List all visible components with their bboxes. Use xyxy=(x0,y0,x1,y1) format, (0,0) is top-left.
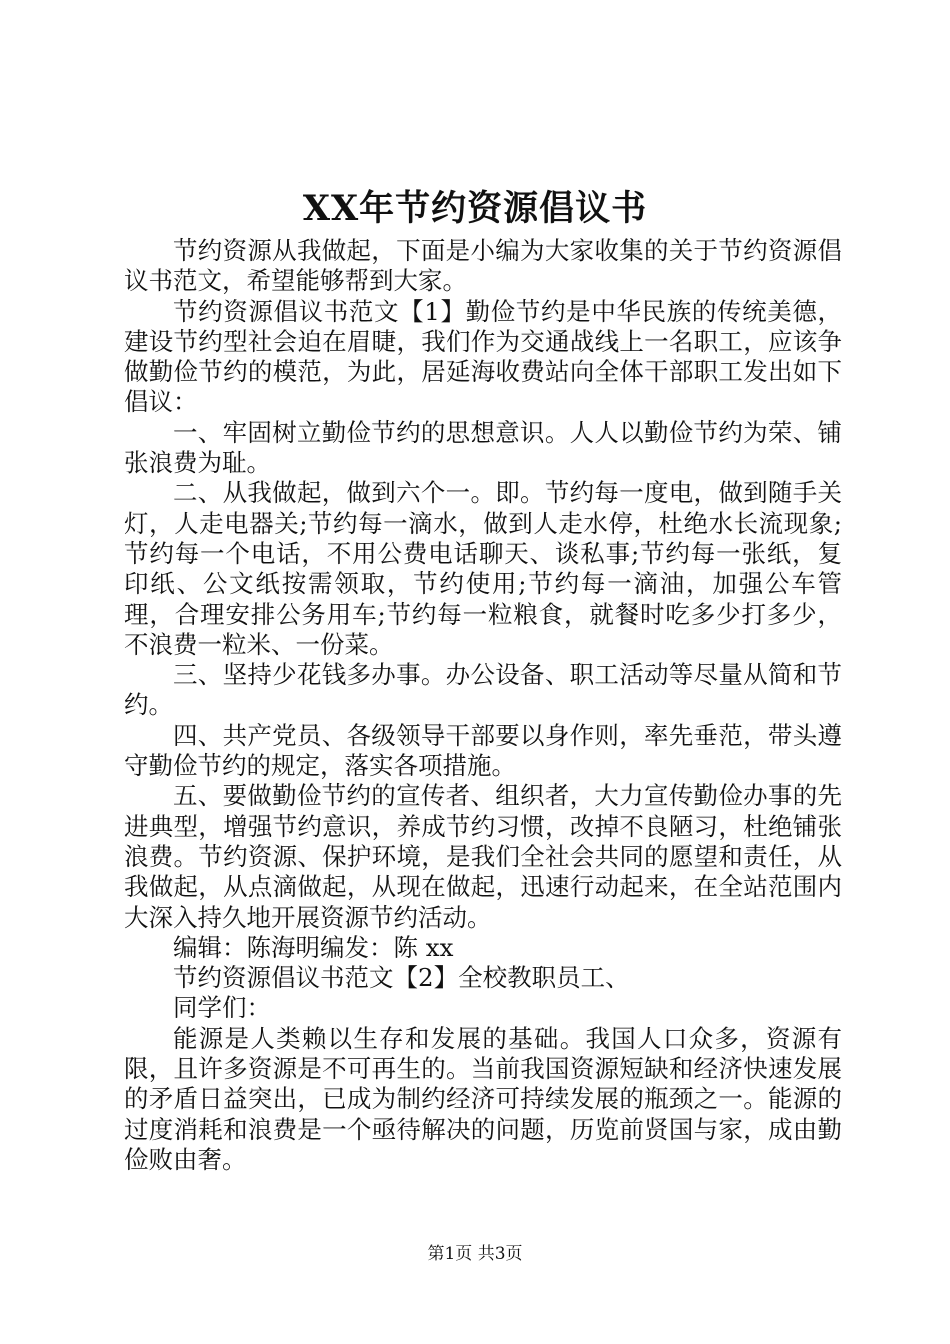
page-footer: 第1页 共3页 xyxy=(427,1244,523,1264)
paragraph-proposal-1: 一、牢固树立勤俭节约的思想意识。人人以勤俭节约为荣、铺张浪费为耻。 xyxy=(124,417,842,478)
paragraph-proposal-4: 四、共产党员、各级领导干部要以身作则，率先垂范，带头遵守勤俭节约的规定，落实各项措施。 xyxy=(124,720,842,781)
paragraph-intro: 节约资源从我做起，下面是小编为大家收集的关于节约资源倡议书范文，希望能够帮到大家。 xyxy=(124,236,842,296)
paragraph-salutation: 同学们： xyxy=(173,993,271,1023)
paragraph-editor-line: 编辑：陈海明编发：陈 xx xyxy=(173,932,454,962)
paragraph-energy: 能源是人类赖以生存和发展的基础。我国人口众多，资源有限，且许多资源是不可再生的。当前我国资源短缺和经济快速发展的矛盾日益突出，已成为制约经济可持续发展的瓶颈之一。能源的过度消耗和浪费是一个亟待解决的问题，历览前贤国与家，成由勤俭败由奢。 xyxy=(124,1023,842,1174)
paragraph-proposal-3: 三、坚持少花钱多办事。办公设备、职工活动等尽量从简和节约。 xyxy=(124,660,842,720)
document-title: XX年节约资源倡议书 xyxy=(302,188,648,229)
paragraph-proposal-5: 五、要做勤俭节约的宣传者、组织者，大力宣传勤俭办事的先进典型，增强节约意识，养成节约习惯，改掉不良陋习，杜绝铺张浪费。节约资源、保护环境，是我们全社会共同的愿望和责任，从我做起，从点滴做起，从现在做起，迅速行动起来，在全站范围内大深入持久地开展资源节约活动。 xyxy=(124,781,842,932)
document-body xyxy=(124,236,842,1175)
paragraph-sample-1-intro: 节约资源倡议书范文【1】勤俭节约是中华民族的传统美德，建设节约型社会迫在眉睫，我们作为交通战线上一名职工，应该争做勤俭节约的模范，为此，居延海收费站向全体干部职工发出如下倡议： xyxy=(124,296,842,417)
paragraph-sample-2-heading: 节约资源倡议书范文【2】全校教职员工、 xyxy=(173,963,630,993)
paragraph-proposal-2: 二、从我做起，做到六个一。即。节约每一度电，做到随手关灯，人走电器关;节约每一滴水，做到人走水停，杜绝水长流现象;节约每一个电话，不用公费电话聊天、谈私事;节约每一张纸，复印纸、公文纸按需领取，节约使用;节约每一滴油，加强公车管理，合理安排公务用车;节约每一粒粮食，就餐时吃多少打多少，不浪费一粒米、一份菜。 xyxy=(124,478,842,659)
